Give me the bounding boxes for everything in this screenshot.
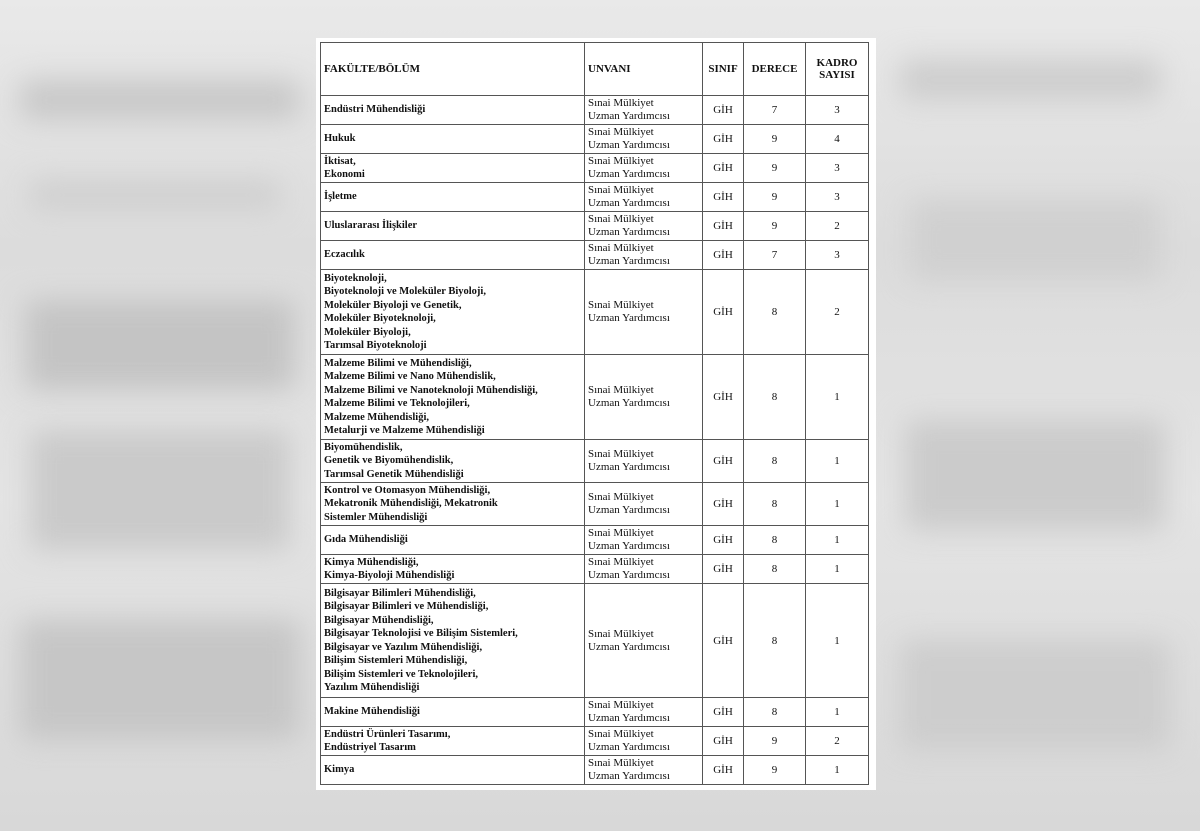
sinif-cell: GİH [703,96,744,125]
unvan-cell: Sınai Mülkiyet Uzman Yardımcısı [585,483,703,526]
unvan-cell: Sınai Mülkiyet Uzman Yardımcısı [585,756,703,785]
sinif-cell: GİH [703,440,744,483]
unvan-cell: Sınai Mülkiyet Uzman Yardımcısı [585,270,703,355]
derece-cell: 9 [744,183,806,212]
table-row [321,440,869,483]
table-row [321,584,869,698]
sinif-cell: GİH [703,526,744,555]
fakulte-cell: Gıda Mühendisliği [321,526,585,555]
table-row [321,698,869,727]
table-row [321,483,869,526]
background-blur [910,200,1160,280]
sinif-cell: GİH [703,756,744,785]
derece-cell: 8 [744,355,806,440]
unvan-cell: Sınai Mülkiyet Uzman Yardımcısı [585,183,703,212]
fakulte-cell: Kimya [321,756,585,785]
kadro-cell: 1 [806,440,869,483]
table-row [321,241,869,270]
sinif-cell: GİH [703,727,744,756]
header-sinif: SINIF [703,43,744,96]
unvan-cell: Sınai Mülkiyet Uzman Yardımcısı [585,698,703,727]
derece-cell: 8 [744,483,806,526]
fakulte-cell: Biyomühendislik, Genetik ve Biyomühendislik, Tarımsal Genetik Mühendisliği [321,440,585,483]
background-blur [25,300,295,390]
background-blur [20,80,300,120]
kadro-cell: 1 [806,698,869,727]
fakulte-cell: İşletme [321,183,585,212]
unvan-cell: Sınai Mülkiyet Uzman Yardımcısı [585,526,703,555]
sinif-cell: GİH [703,212,744,241]
derece-cell: 8 [744,526,806,555]
background-blur [20,620,300,740]
positions-table [320,42,869,785]
background-blur [905,420,1165,530]
table-header-row [321,43,869,96]
derece-cell: 7 [744,241,806,270]
header-fakulte: FAKÜLTE/BÖLÜM [321,43,585,96]
unvan-cell: Sınai Mülkiyet Uzman Yardımcısı [585,555,703,584]
sinif-cell: GİH [703,555,744,584]
derece-cell: 9 [744,756,806,785]
document-page [316,38,876,790]
derece-cell: 8 [744,440,806,483]
kadro-cell: 2 [806,727,869,756]
kadro-cell: 1 [806,584,869,698]
table-row [321,154,869,183]
unvan-cell: Sınai Mülkiyet Uzman Yardımcısı [585,96,703,125]
unvan-cell: Sınai Mülkiyet Uzman Yardımcısı [585,584,703,698]
kadro-cell: 1 [806,555,869,584]
sinif-cell: GİH [703,698,744,727]
kadro-cell: 1 [806,355,869,440]
header-kadro: KADRO SAYISI [806,43,869,96]
kadro-cell: 1 [806,483,869,526]
fakulte-cell: Uluslararası İlişkiler [321,212,585,241]
sinif-cell: GİH [703,584,744,698]
table-row [321,555,869,584]
unvan-cell: Sınai Mülkiyet Uzman Yardımcısı [585,440,703,483]
background-blur [30,180,280,210]
sinif-cell: GİH [703,483,744,526]
derece-cell: 9 [744,154,806,183]
fakulte-cell: Hukuk [321,125,585,154]
derece-cell: 9 [744,727,806,756]
table-row [321,756,869,785]
derece-cell: 9 [744,212,806,241]
sinif-cell: GİH [703,154,744,183]
derece-cell: 8 [744,584,806,698]
kadro-cell: 2 [806,270,869,355]
fakulte-cell: Eczacılık [321,241,585,270]
kadro-cell: 1 [806,526,869,555]
table-row [321,727,869,756]
kadro-cell: 4 [806,125,869,154]
kadro-cell: 3 [806,96,869,125]
header-derece: DERECE [744,43,806,96]
background-blur [30,430,290,550]
fakulte-cell: Makine Mühendisliği [321,698,585,727]
kadro-cell: 3 [806,241,869,270]
table-row [321,526,869,555]
fakulte-cell: Endüstri Mühendisliği [321,96,585,125]
unvan-cell: Sınai Mülkiyet Uzman Yardımcısı [585,727,703,756]
table-row [321,270,869,355]
sinif-cell: GİH [703,355,744,440]
fakulte-cell: Bilgisayar Bilimleri Mühendisliği, Bilgisayar Bilimleri ve Mühendisliği, Bilgisayar Mühendisliği, Bilgisayar Teknolojisi ve Bilişim Sistemleri, Bilgisayar ve Yazılım Mühendisliği, Bilişim Sistemleri Mühendisliği, Bilişim Sistemleri ve Teknolojileri, Yazılım Mühendisliği [321,584,585,698]
fakulte-cell: Kimya Mühendisliği, Kimya-Biyoloji Mühendisliği [321,555,585,584]
derece-cell: 8 [744,270,806,355]
derece-cell: 9 [744,125,806,154]
fakulte-cell: Endüstri Ürünleri Tasarımı, Endüstriyel Tasarım [321,727,585,756]
kadro-cell: 1 [806,756,869,785]
table-row [321,183,869,212]
table-row [321,212,869,241]
sinif-cell: GİH [703,183,744,212]
fakulte-cell: İktisat, Ekonomi [321,154,585,183]
sinif-cell: GİH [703,270,744,355]
unvan-cell: Sınai Mülkiyet Uzman Yardımcısı [585,212,703,241]
table-row [321,125,869,154]
fakulte-cell: Biyoteknoloji, Biyoteknoloji ve Moleküler Biyoloji, Moleküler Biyoloji ve Genetik, Moleküler Biyoteknoloji, Moleküler Biyoloji, Tarımsal Biyoteknoloji [321,270,585,355]
unvan-cell: Sınai Mülkiyet Uzman Yardımcısı [585,355,703,440]
derece-cell: 8 [744,555,806,584]
header-unvani: UNVANI [585,43,703,96]
fakulte-cell: Malzeme Bilimi ve Mühendisliği, Malzeme Bilimi ve Nano Mühendislik, Malzeme Bilimi ve Nanoteknoloji Mühendisliği, Malzeme Bilimi ve Teknolojileri, Malzeme Mühendisliği, Metalurji ve Malzeme Mühendisliği [321,355,585,440]
background-blur [900,640,1170,750]
derece-cell: 7 [744,96,806,125]
sinif-cell: GİH [703,241,744,270]
sinif-cell: GİH [703,125,744,154]
table-row [321,355,869,440]
kadro-cell: 3 [806,183,869,212]
unvan-cell: Sınai Mülkiyet Uzman Yardımcısı [585,241,703,270]
derece-cell: 8 [744,698,806,727]
unvan-cell: Sınai Mülkiyet Uzman Yardımcısı [585,154,703,183]
fakulte-cell: Kontrol ve Otomasyon Mühendisliği, Mekatronik Mühendisliği, Mekatronik Sistemler Mühendisliği [321,483,585,526]
kadro-cell: 2 [806,212,869,241]
unvan-cell: Sınai Mülkiyet Uzman Yardımcısı [585,125,703,154]
table-row [321,96,869,125]
kadro-cell: 3 [806,154,869,183]
background-blur [900,60,1160,100]
